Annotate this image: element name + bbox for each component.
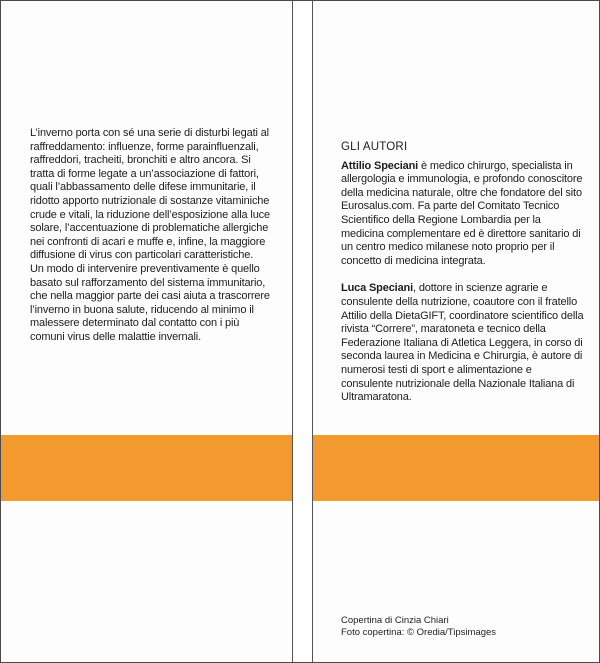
authors-section	[341, 141, 585, 419]
photo-credit-line: Foto copertina: © Oredia/Tipsimages	[341, 627, 497, 638]
orange-band-right	[313, 435, 599, 501]
author-bio-luca	[341, 282, 585, 404]
intro-paragraph-2: Un modo di intervenire preventivamente è quello basato sul rafforzamento del sistema immunitario, che nella maggior parte dei casi aiuta a trascorrere l’inverno in buona salute, riducendo al minimo il malessere determinato dal contatto con i più comuni virus delle malattie invernali.	[30, 262, 270, 343]
cover-credit-line: Copertina di Cinzia Chiari	[341, 615, 449, 626]
author-name: Attilio Speciani	[341, 159, 419, 172]
authors-heading: GLI AUTORI	[341, 141, 408, 153]
fold-line-left	[292, 1, 293, 662]
author-bio-text: è medico chirurgo, specialista in allergologia e immunologia, e profondo conoscitore della medicina naturale, oltre che fondatore del sito Eurosalus.com. Fa parte del Comitato Tecnico Scientifico della Regione Lombardia per la medicina complementare ed è direttore sanitario di un centro medico milanese noto proprio per il concetto di medicina integrata.	[341, 159, 583, 267]
author-bio-attilio	[341, 160, 585, 269]
intro-paragraph-1: L’inverno porta con sé una serie di disturbi legati al raffreddamento: influenze, forme parainfluenzali, raffreddori, tracheiti, bronchiti e altro ancora. Si tratta di forme legate a un’associazione di fattori, quali l’abbassamento delle difese immunitarie, il ridotto apporto nutrizionale di sostanze vitaminiche crude e vitali, la riduzione dell’esposizione alla luce solare, l’accentuazione di problematiche allergiche nei confronti di acari e muffe e, infine, la maggiore diffusione di virus con particolari caratteristiche.	[30, 127, 271, 262]
left-flap	[1, 1, 293, 662]
cover-credits	[341, 615, 591, 639]
author-bio-text: , dottore in scienze agrarie e consulente della nutrizione, coautore con il fratello Attilio della DietaGIFT, coordinatore scientifico della rivista “Correre”, maratoneta e tecnico della Federazione Italiana di Atletica Leggera, in corso di seconda laurea in Medicina e Chirurgia, è autore di numerosi testi di sport e alimentazione e consulente nutrizionale della Nazionale Italiana di Ultramaratona.	[341, 282, 584, 404]
spine-gutter	[293, 1, 312, 662]
left-flap-text	[30, 127, 276, 345]
author-name: Luca Speciani	[341, 282, 414, 295]
orange-band-left	[1, 435, 292, 501]
fold-line-right	[312, 1, 313, 662]
